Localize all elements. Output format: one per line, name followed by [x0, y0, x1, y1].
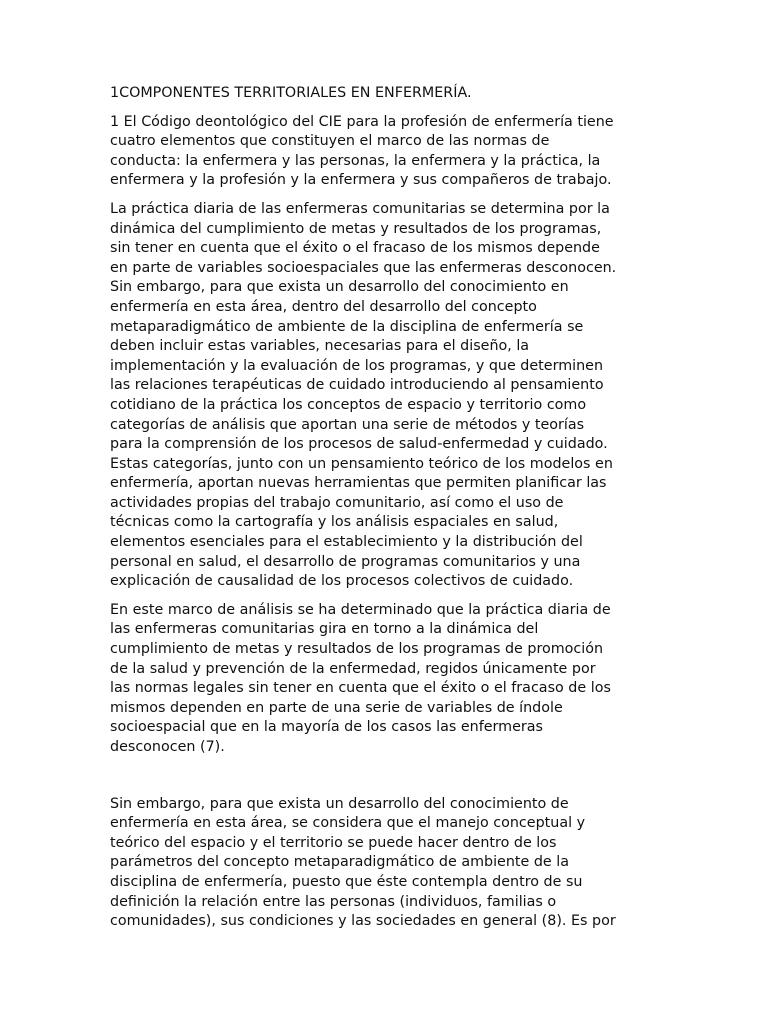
paragraph-line: cuatro elementos que constituyen el marco de las normas de: [110, 133, 550, 150]
paragraph-line: Sin embargo, para que exista un desarrollo del conocimiento de: [110, 795, 569, 812]
paragraph-line: comunidades), sus condiciones y las sociedades en general (8). Es por: [110, 913, 616, 930]
document-title: 1COMPONENTES TERRITORIALES EN ENFERMERÍA.: [110, 85, 472, 101]
paragraph-line: definición la relación entre las personas (individuos, familias o: [110, 893, 557, 910]
paragraph-line: de la salud y prevención de la enfermedad, regidos únicamente por: [110, 660, 596, 677]
paragraph-line: implementación y la evaluación de los programas, y que determinen: [110, 357, 604, 374]
paragraph-line: enfermería en esta área, dentro del desarrollo del concepto: [110, 298, 537, 315]
paragraph-line: personal en salud, el desarrollo de programas comunitarios y una: [110, 553, 581, 570]
paragraph-line: conducta: la enfermera y las personas, la enfermera y la práctica, la: [110, 152, 601, 169]
paragraph-3: [110, 601, 662, 758]
paragraph-line: Estas categorías, junto con un pensamiento teórico de los modelos en: [110, 455, 613, 472]
paragraph-line: categorías de análisis que aportan una serie de métodos y teorías: [110, 416, 585, 433]
paragraph-line: actividades propias del trabajo comunitario, así como el uso de: [110, 494, 564, 511]
paragraph-1: [110, 113, 662, 191]
paragraph-line: las relaciones terapéuticas de cuidado introduciendo al pensamiento: [110, 377, 604, 394]
paragraph-line: La práctica diaria de las enfermeras comunitarias se determina por la: [110, 200, 610, 217]
paragraph-line: 1 El Código deontológico del CIE para la profesión de enfermería tiene: [110, 113, 614, 130]
paragraph-line: sin tener en cuenta que el éxito o el fracaso de los mismos depende: [110, 240, 600, 257]
paragraph-line: cotidiano de la práctica los conceptos de espacio y territorio como: [110, 396, 587, 413]
paragraph-line: deben incluir estas variables, necesarias para el diseño, la: [110, 338, 530, 355]
paragraph-line: enfermería, aportan nuevas herramientas que permiten planificar las: [110, 475, 607, 492]
paragraph-line: las normas legales sin tener en cuenta que el éxito o el fracaso de los: [110, 680, 611, 697]
paragraph-2: [110, 200, 662, 592]
paragraph-line: mismos dependen en parte de una serie de variables de índole: [110, 699, 563, 716]
paragraph-line: técnicas como la cartografía y los análisis espaciales en salud,: [110, 514, 559, 531]
paragraph-line: explicación de causalidad de los procesos colectivos de cuidado.: [110, 573, 574, 590]
paragraph-line: dinámica del cumplimiento de metas y resultados de los programas,: [110, 220, 602, 237]
paragraph-line: teórico del espacio y el territorio se puede hacer dentro de los: [110, 834, 557, 851]
paragraph-line: elementos esenciales para el establecimiento y la distribución del: [110, 534, 583, 551]
blank-paragraph: [110, 767, 662, 795]
paragraph-line: enfermería en esta área, se considera que el manejo conceptual y: [110, 815, 586, 832]
paragraph-line: metaparadigmático de ambiente de la disciplina de enfermería se: [110, 318, 584, 335]
paragraph-line: para la comprensión de los procesos de salud-enfermedad y cuidado.: [110, 436, 608, 453]
paragraph-line: parámetros del concepto metaparadigmático de ambiente de la: [110, 854, 570, 871]
paragraph-line: desconocen (7).: [110, 739, 225, 755]
paragraph-line: en parte de variables socioespaciales que las enfermeras desconocen.: [110, 259, 617, 276]
paragraph-line: enfermera y la profesión y la enfermera y sus compañeros de trabajo.: [110, 172, 612, 189]
paragraph-line: socioespacial que en la mayoría de los casos las enfermeras: [110, 719, 543, 736]
paragraph-4: [110, 795, 662, 932]
paragraph-line: disciplina de enfermería, puesto que éste contempla dentro de su: [110, 873, 583, 890]
document-page: [110, 84, 662, 941]
paragraph-line: Sin embargo, para que exista un desarrollo del conocimiento en: [110, 279, 569, 296]
paragraph-line: cumplimiento de metas y resultados de los programas de promoción: [110, 641, 604, 658]
paragraph-line: las enfermeras comunitarias gira en torno a la dinámica del: [110, 621, 539, 638]
paragraph-line: En este marco de análisis se ha determinado que la práctica diaria de: [110, 601, 611, 618]
